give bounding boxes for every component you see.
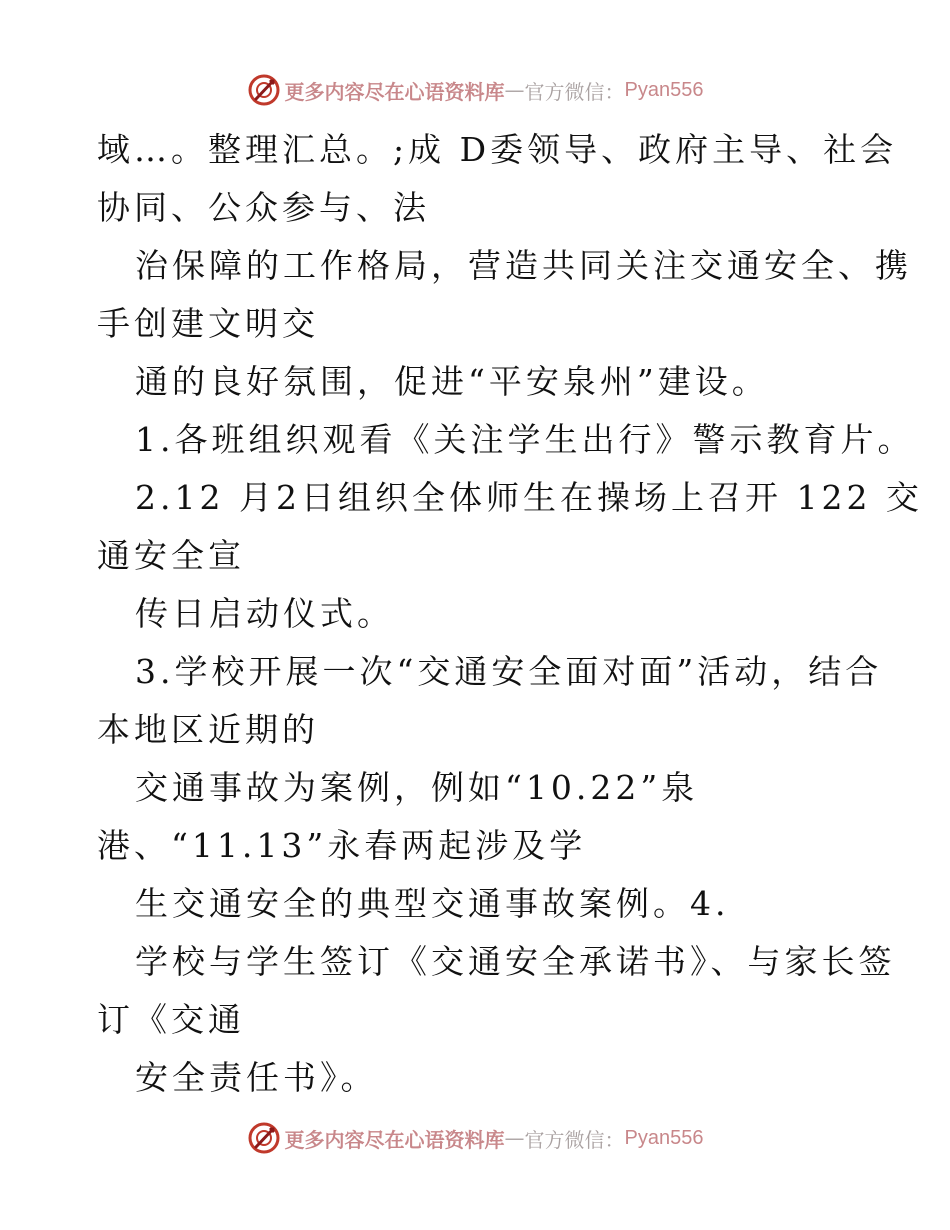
brand-logo-icon	[247, 73, 281, 107]
body-line: 手创建文明交	[97, 304, 319, 343]
body-line: 域…。整理汇总。;成 D委领导、政府主导、社会	[97, 130, 898, 169]
body-line: 3.学校开展一次“交通安全面对面”活动，结合	[135, 652, 883, 691]
body-line: 交通事故为案例，例如“10.22”泉	[135, 768, 699, 807]
header-wechat-id: Pyan556	[624, 78, 704, 101]
body-line: 通安全宣	[97, 536, 245, 575]
body-line: 学校与学生签订《交通安全承诺书》、与家长签	[135, 942, 896, 981]
body-line: 安全责任书》。	[135, 1058, 378, 1097]
body-line: 1.各班组织观看《关注学生出行》警示教育片。	[135, 420, 915, 459]
body-line: 通的良好氛围，促进“平安泉州”建设。	[135, 362, 769, 401]
footer-site-text: 更多内容尽在心语资料库	[284, 1127, 505, 1152]
footer-wechat-label: 官方微信：	[524, 1127, 625, 1152]
footer-dash: —	[504, 1126, 525, 1150]
body-line: 港、“11.13”永春两起涉及学	[97, 826, 587, 865]
brand-logo-icon	[247, 1121, 281, 1155]
header-banner	[0, 70, 950, 110]
header-wechat-label: 官方微信：	[524, 79, 625, 104]
body-line: 传日启动仪式。	[135, 594, 394, 633]
body-line: 本地区近期的	[97, 710, 319, 749]
header-dash: —	[504, 78, 525, 102]
footer-banner	[0, 1118, 950, 1158]
body-line: 治保障的工作格局，营造共同关注交通安全、携	[135, 246, 912, 285]
body-line: 协同、公众参与、法	[97, 188, 430, 227]
body-line: 2.12 月2日组织全体师生在操场上召开 122 交	[135, 478, 923, 517]
body-line: 生交通安全的典型交通事故案例。4.	[135, 884, 730, 923]
body-line: 订《交通	[97, 1000, 245, 1039]
footer-wechat-id: Pyan556	[624, 1126, 704, 1149]
header-site-text: 更多内容尽在心语资料库	[284, 79, 505, 104]
